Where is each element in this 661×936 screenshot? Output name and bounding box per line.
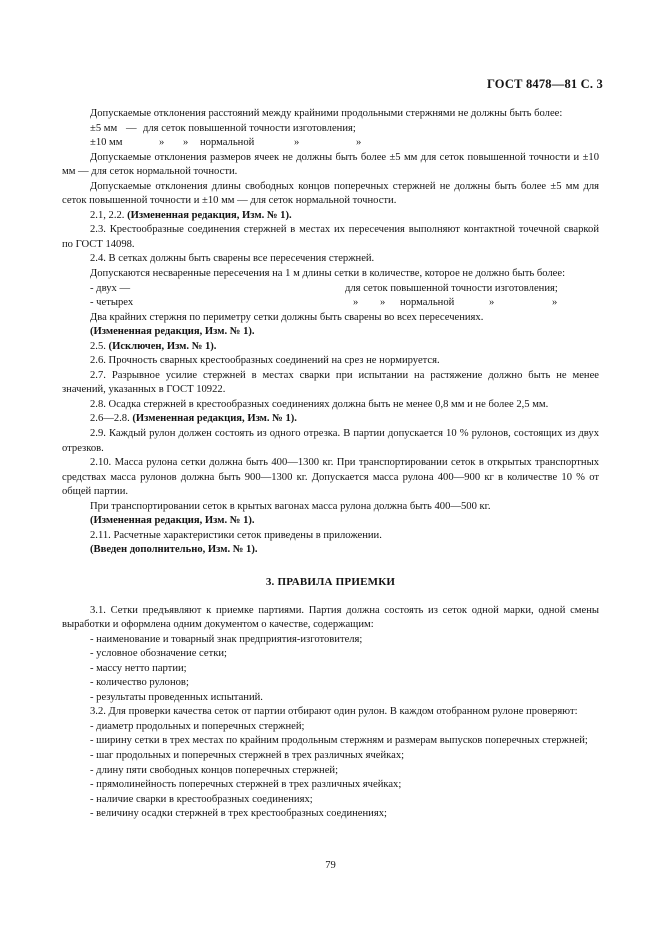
paragraph: 2.4. В сетках должны быть сварены все пересечения стержней. bbox=[90, 253, 375, 265]
list-item: - диаметр продольных и поперечных стержней; bbox=[90, 720, 305, 732]
clause-number: 2.1, 2.2. bbox=[90, 209, 125, 221]
paragraph: 2.10. Масса рулона сетки должна быть 400—1300 кг. При транспортировании сеток в открытых транспортных средствах масса рулонов должна быть 900—1300 кг. Допускается масса рулона 400—900 кг в количестве 10 % от общей партии. bbox=[62, 457, 599, 498]
list-text: для сеток повышенной точности изготовления; bbox=[345, 282, 558, 294]
list-item: - величину осадки стержней в трех крестообразных соединениях; bbox=[90, 808, 387, 820]
amendment-note: (Измененная редакция, Изм. № 1). bbox=[90, 515, 255, 527]
paragraph: Допускаемые отклонения длины свободных концов поперечных стержней не должны быть более ±5 мм для сеток повышенной точности и ±10 мм — для сеток нормальной точности. bbox=[62, 180, 599, 207]
ditto-mark: » bbox=[552, 297, 558, 309]
ditto-mark: » bbox=[159, 137, 165, 149]
paragraph: 2.11. Расчетные характеристики сеток приведены в приложении. bbox=[90, 529, 382, 541]
page-number: 79 bbox=[325, 860, 336, 871]
paragraph: При транспортировании сеток в крытых вагонах масса рулона должна быть 400—500 кг. bbox=[90, 500, 491, 512]
tolerance-value: ±5 мм bbox=[90, 122, 118, 134]
paragraph: Допускаемые отклонения расстояний между крайними продольными стержнями не должны быть более: bbox=[90, 108, 563, 119]
paragraph: Допускаются несваренные пересечения на 1 м длины сетки в количестве, которое не должно быть более: bbox=[90, 268, 566, 280]
ditto-mark: » bbox=[353, 297, 359, 309]
tolerance-text: для сеток повышенной точности изготовления; bbox=[143, 122, 356, 134]
paragraph: Допускаемые отклонения размеров ячеек не должны быть более ±5 мм для сеток повышенной точности и ±10 мм — для сеток нормальной точности. bbox=[62, 151, 599, 178]
amendment-note bbox=[62, 412, 599, 427]
amendment-text: (Измененная редакция, Изм. № 1). bbox=[127, 209, 292, 221]
list-text: нормальной bbox=[400, 297, 455, 309]
list-item: - шаг продольных и поперечных стержней в трех различных ячейках; bbox=[90, 749, 405, 761]
tolerance-line bbox=[62, 136, 599, 151]
paragraph: 3.1. Сетки предъявляют к приемке партиями. Партия должна состоять из сеток одной марки, одной смены выработки и оформлена одним документом о качестве, содержащим: bbox=[62, 604, 599, 631]
list-label: - двух — bbox=[90, 282, 131, 294]
clause-number: 2.5. bbox=[90, 340, 106, 352]
page-header: ГОСТ 8478—81 С. 3 bbox=[486, 77, 603, 91]
amendment-text: (Измененная редакция, Изм. № 1). bbox=[132, 413, 297, 425]
paragraph: 2.9. Каждый рулон должен состоять из одного отрезка. В партии допускается 10 % рулонов, состоящих из двух отрезков. bbox=[62, 428, 599, 454]
acceptance-document-list bbox=[62, 633, 599, 706]
tolerance-text: нормальной bbox=[200, 137, 255, 149]
list-item: - наименование и товарный знак предприятия-изготовителя; bbox=[90, 633, 363, 645]
clause-number: 2.6—2.8. bbox=[90, 413, 130, 425]
ditto-mark: » bbox=[380, 297, 386, 309]
section-title: 3. ПРАВИЛА ПРИЕМКИ bbox=[265, 575, 396, 588]
paragraph: 2.6. Прочность сварных крестообразных соединений на срез не нормируется. bbox=[90, 355, 440, 367]
amendment-note bbox=[62, 209, 599, 224]
list-item: - результаты проведенных испытаний. bbox=[90, 691, 263, 703]
paragraph: 2.3. Крестообразные соединения стержней в местах их пересечения выполняют контактной точечной сваркой по ГОСТ 14098. bbox=[62, 224, 599, 250]
list-item: - массу нетто партии; bbox=[90, 662, 187, 674]
inspection-list bbox=[62, 720, 599, 822]
paragraph: 2.7. Разрывное усилие стержней в местах сварки при испытании на растяжение должно быть не менее значений, указанных в ГОСТ 10922. bbox=[62, 369, 599, 396]
amendment-text: (Исключен, Изм. № 1). bbox=[108, 340, 217, 352]
list-item: - прямолинейность поперечных стержней в трех различных ячейках; bbox=[90, 779, 402, 791]
paragraph: 3.2. Для проверки качества сеток от партии отбирают один рулон. В каждом отобранном рулоне проверяют: bbox=[90, 706, 578, 718]
ditto-mark: » bbox=[356, 137, 362, 149]
ditto-mark: » bbox=[294, 137, 300, 149]
list-item: - наличие сварки в крестообразных соединениях; bbox=[90, 793, 313, 805]
paragraph: Два крайних стержня по периметру сетки должны быть сварены во всех пересечениях. bbox=[90, 311, 484, 323]
list-item: - количество рулонов; bbox=[90, 677, 189, 689]
amendment-note: (Измененная редакция, Изм. № 1). bbox=[90, 326, 255, 338]
paragraph: 2.8. Осадка стержней в крестообразных соединениях должна быть не менее 0,8 мм и не более 2,5 мм. bbox=[90, 398, 549, 410]
tolerance-line bbox=[62, 122, 599, 137]
list-item bbox=[62, 282, 599, 297]
list-item: - ширину сетки в трех местах по крайним продольным стержням и размерам выпусков поперечных стержней; bbox=[90, 735, 588, 747]
ditto-mark: » bbox=[489, 297, 495, 309]
list-item: - условное обозначение сетки; bbox=[90, 648, 227, 660]
tolerance-dash: — bbox=[126, 122, 137, 134]
list-item bbox=[62, 296, 599, 311]
amendment-note: (Введен дополнительно, Изм. № 1). bbox=[90, 544, 258, 556]
amendment-note bbox=[62, 340, 599, 355]
ditto-mark: » bbox=[183, 137, 189, 149]
document-body bbox=[62, 107, 599, 822]
tolerance-value: ±10 мм bbox=[90, 137, 123, 149]
list-label: - четырех bbox=[90, 297, 134, 309]
list-item: - длину пяти свободных концов поперечных стержней; bbox=[90, 764, 339, 776]
